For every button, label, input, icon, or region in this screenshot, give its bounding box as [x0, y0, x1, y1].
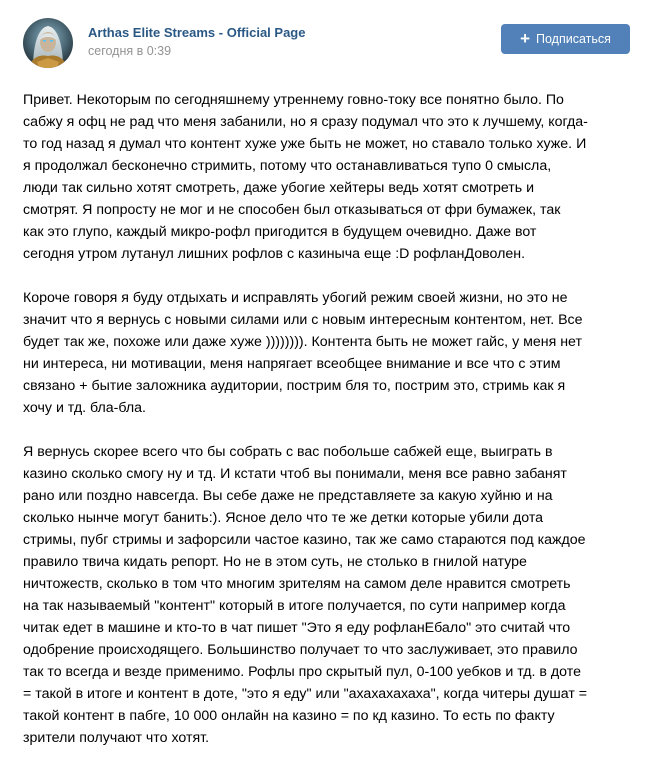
author-name-link[interactable]: Arthas Elite Streams - Official Page [88, 25, 306, 40]
post-paragraph-3: Я вернусь скорее всего что бы собрать с вас побольше сабжей еще, выиграть в казино сколько смогу ну и тд. И кстати чтоб вы понимали, меня все равно забанят рано или поздно навсегда. Вы себе даже не представляете за какую хуйню и на сколько нынче могут банить:). Ясное дело что те же детки которые убили дота стримы, пубг стримы и зафорсили частое казино, так же само стараются под каждое правило твича кидать репорт. Но не в этом суть, не столько в гнилой натуре ничтожеств, сколько в том что многим зрителям на самом деле нравится смотреть на так называемый "контент" который в итоге получается, по сути например когда читак едет в машине и кто-то в чат пишет "Это я еду рофланЕбало" это считай что одобрение происходящего. Большинство получает то что заслуживает, это правило так то всегда и везде применимо. Рофлы про скрытый пул, 0-100 уебков и тд. в доте = такой в итоге и контент в доте, "это я еду" или "ахахахахаха", когда читеры душат = такой контент в пабге, 10 000 онлайн на казино = по кд казино. То есть по факту зрители получают что хотят. [23, 444, 588, 746]
post-text [23, 89, 633, 749]
author-block [88, 24, 305, 60]
post-paragraph-2: Короче говоря я буду отдыхать и исправлять убогий режим своей жизни, но это не значит что я вернусь с новыми силами или с новым интересным контентом, нет. Все будет так же, похоже или даже хуже )))))))). Контента быть не может гайс, у меня нет ни интереса, ни мотивации, меня напрягает всеобщее внимание и все что с этим связано + бытие заложника аудитории, пострим бля то, пострим это, стримь как я хочу и тд. бла-бла. [23, 290, 583, 416]
plus-icon: + [520, 29, 531, 48]
subscribe-button[interactable] [501, 24, 630, 54]
post-header [0, 0, 652, 80]
post-paragraph-1: Привет. Некоторым по сегодняшнему утреннему говно-току все понятно было. По сабжу я офц не рад что меня забанили, но я сразу подумал что это к лучшему, когда- то год назад я думал что контент хуже уже быть не может, но ставало только хуже. И я продолжал бесконечно стримить, потому что останавливаться тупо 0 смысла, люди так сильно хотят смотреть, даже убогие хейтеры ведь хотят смотреть и смотрят. Я попросту не мог и не способен был отказываться от фри бумажек, так как это глупо, каждый микро-рофл пригодится в будущем очевидно. Даже вот сегодня утром лутанул лишних рофлов с казиныча еще :D рофланДоволен. [23, 92, 588, 262]
author-avatar[interactable] [23, 18, 73, 68]
post-timestamp[interactable]: сегодня в 0:39 [88, 44, 172, 58]
subscribe-button-label: Подписаться [536, 32, 611, 46]
